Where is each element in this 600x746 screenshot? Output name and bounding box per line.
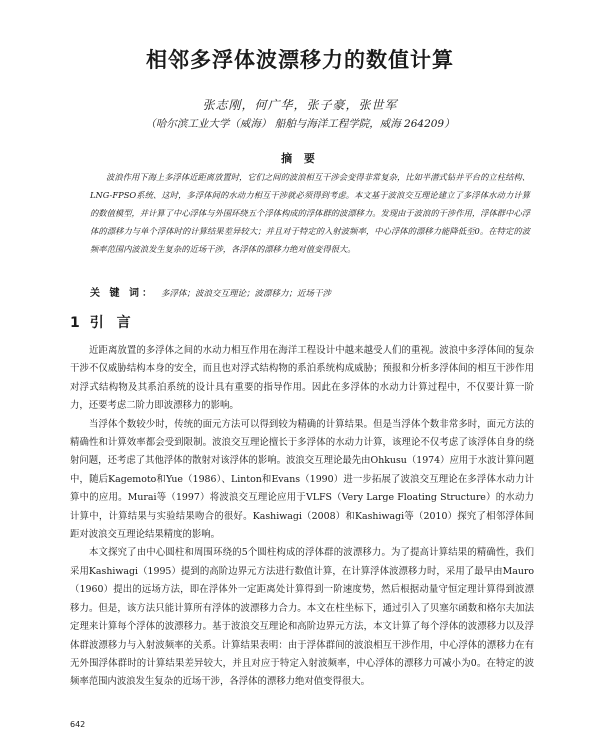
affiliation: （哈尔滨工业大学（威海） 船舶与海洋工程学院，威海 264209） [145,118,455,130]
section-title: 引 言 [89,315,135,331]
keywords [90,284,530,299]
keywords-label: 关 键 词： [90,288,155,299]
abstract-text: 波浪作用下海上多浮体近距离放置时，它们之间的波浪相互干涉会变得非常复杂，比如半潜式钻井平台的立柱结构、LNG-FPSO系统、这时，多浮体间的水动力相互干涉就必须得到考虑。本文基于波浪交互理论建立了多浮体水动力计算的数值模型，并计算了中心浮体与外围环绕五个浮体构成的浮体群的波漂移力。发现由于波浪的干涉作用，浮体群中心浮体的漂移力与单个浮体时的计算结果差异较大；并且对于特定的入射波频率，中心浮体的漂移力能降低至0。在特定的波频率范围内波浪发生复杂的近场干涉，各浮体的漂移力绝对值变得很大。 [90,172,530,255]
authors: 张志刚，何广华，张子豪，张世军 [202,98,398,112]
paper-title: 相邻多浮体波漂移力的数值计算 [146,48,454,72]
abstract-heading: 摘 要 [281,152,319,165]
keywords-text: 多浮体；波浪交互理论；波漂移力；近场干涉 [160,289,331,299]
paragraph: 本文探究了由中心圆柱和周围环绕的5个圆柱构成的浮体群的波漂移力。为了提高计算结果的精确性，我们采用Kashiwagi（1995）提到的高阶边界元方法进行数值计算，在计算浮体波漂移力时，采用了最早由Mauro（1960）提出的远场方法，即在浮体外一定距离处计算得到一阶速度势，然后根据动量守恒定理计算得到波漂移力。但是，该方法只能计算所有浮体的波漂移力合力。本文在柱坐标下，通过引入了贝塞尔函数和格尔夫加法定理来计算每个浮体的波漂移力。基于波浪交互理论和高阶边界元方法，本文计算了每个浮体的波漂移力以及浮体群波漂移力与入射波频率的关系。计算结果表明：由于浮体群间的波浪相互干涉作用，中心浮体的漂移力在有无外围浮体群时的计算结果差异较大，并且对应于特定入射波频率，中心浮体的漂移力可减小为0。在特定的波频率范围内波浪发生复杂的近场干涉，各浮体的漂移力绝对值变得很大。 [70,547,534,688]
section-heading [70,312,135,332]
section-number: 1 [70,315,80,331]
paragraph: 当浮体个数较少时，传统的面元方法可以得到较为精确的计算结果。但是当浮体个数非常多时，面元方法的精确性和计算效率都会受到限制。波浪交互理论擅长于多浮体的水动力计算，该理论不仅考虑了该浮体自身的绕射问题，还考虑了其他浮体的散射对该浮体的影响。波浪交互理论最先由Ohkusu（1974）应用于水波计算问题中，随后Kagemoto和Yue（1986）、Linton和Evans（1990）进一步拓展了波浪交互理论在多浮体水动力计算中的应用。Murai等（1997）将波浪交互理论应用于VLFS（Very Large Floating Structure）的水动力计算中，计算结果与实验结果吻合的很好。Kashiwagi（2008）和Kashiwagi等（2010）探究了相邻浮体间距对波浪交互理论结果精度的影响。 [70,418,534,541]
page-number: 642 [70,720,86,729]
body-text [70,342,534,692]
paragraph: 近距离放置的多浮体之间的水动力相互作用在海洋工程设计中越来越受人们的重视。波浪中多浮体间的复杂干涉不仅威胁结构本身的安全，而且也对浮式结构物的系泊系统构成威胁；预报和分析多浮体间的相互干涉作用对浮式结构物及其系泊系统的设计具有重要的指导作用。因此在多浮体的水动力计算过程中，不仅要计算一阶力，还要考虑二阶力即波漂移力的影响。 [70,345,534,412]
